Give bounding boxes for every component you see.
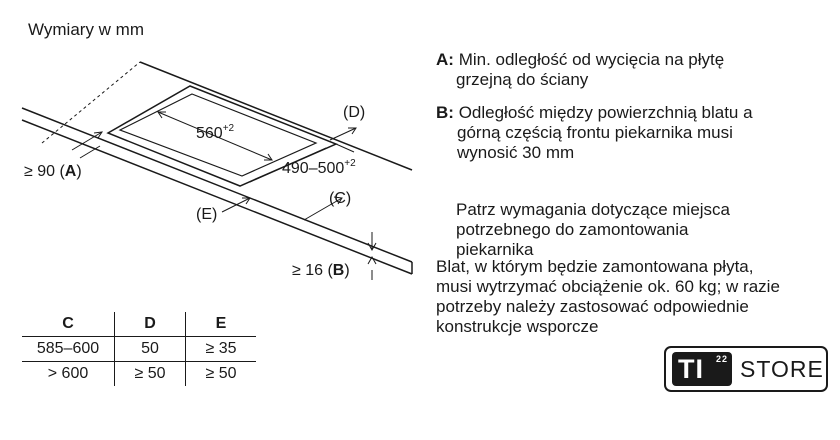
countertop-back-edge — [140, 62, 412, 170]
note-a — [436, 50, 724, 90]
b-label-key: B — [332, 262, 345, 279]
table-cell: ≥ 35 — [186, 337, 257, 362]
table-header: E — [186, 312, 257, 337]
a-label-prefix: ≥ 90 ( — [24, 163, 65, 180]
table-header-row — [22, 312, 256, 337]
table-header: D — [115, 312, 186, 337]
width-value: 560 — [196, 125, 223, 142]
note-d-line3: potrzeby należy zastosować odpowiednie — [436, 297, 749, 316]
note-b-line1: Odległość między powierzchnią blatu a — [458, 103, 753, 122]
hidden-edge — [42, 62, 140, 143]
note-c-line3: piekarnika — [456, 240, 534, 259]
note-a-line1: Min. odległość od wycięcia na płytę — [458, 50, 725, 69]
e-label: (E) — [196, 206, 218, 223]
b-label-suffix: ) — [344, 262, 350, 279]
store-logo — [664, 346, 828, 392]
a-ext-line — [80, 146, 100, 158]
depth-dimension — [282, 158, 356, 178]
table-cell: ≥ 50 — [186, 362, 257, 387]
depth-value: 490–500 — [282, 160, 345, 177]
note-b-key: B: — [436, 103, 454, 122]
logo-mark-text: TI — [678, 354, 704, 384]
note-d-line4: konstrukcje wsporcze — [436, 317, 599, 336]
table-cell: 50 — [115, 337, 186, 362]
c-label: (C) — [329, 190, 352, 207]
b-label-prefix: ≥ 16 ( — [292, 262, 333, 279]
note-b-line2: górną częścią frontu piekarnika musi — [457, 123, 733, 142]
note-countertop-load — [436, 257, 780, 337]
logo-mark — [672, 352, 732, 386]
table-row — [22, 362, 256, 387]
units-label: Wymiary w mm — [28, 20, 144, 39]
note-c-line1: Patrz wymagania dotyczące miejsca — [456, 200, 731, 219]
table-cell: > 600 — [47, 365, 89, 382]
note-d-line1: Blat, w którym będzie zamontowana płyta, — [436, 257, 754, 276]
depth-tolerance: +2 — [344, 158, 356, 169]
width-tolerance: +2 — [222, 123, 235, 134]
note-b — [436, 103, 753, 163]
note-d-line2: musi wytrzymać obciążenie ok. 60 kg; w razie — [436, 277, 780, 296]
a-label — [24, 163, 82, 181]
countertop-front-bottom-edge — [22, 120, 412, 274]
logo-mark-sup: 22 — [715, 354, 728, 364]
dimensions-table — [22, 312, 256, 386]
b-label — [292, 262, 350, 280]
a-label-suffix: ) — [76, 163, 82, 180]
table-row — [22, 337, 256, 362]
table-cell: ≥ 50 — [115, 362, 186, 387]
note-oven-space — [456, 200, 730, 260]
logo-word: STORE — [740, 355, 824, 382]
a-label-key: A — [64, 163, 77, 180]
note-b-line3: wynosić 30 mm — [457, 143, 575, 162]
table-header: C — [22, 312, 115, 337]
d-label: (D) — [343, 104, 366, 121]
note-a-line2: grzejną do ściany — [456, 70, 589, 89]
note-c-line2: potrzebnego do zamontowania — [456, 220, 689, 239]
note-a-key: A: — [436, 50, 454, 69]
table-cell: 585–600 — [22, 337, 115, 362]
width-dimension — [196, 123, 234, 143]
